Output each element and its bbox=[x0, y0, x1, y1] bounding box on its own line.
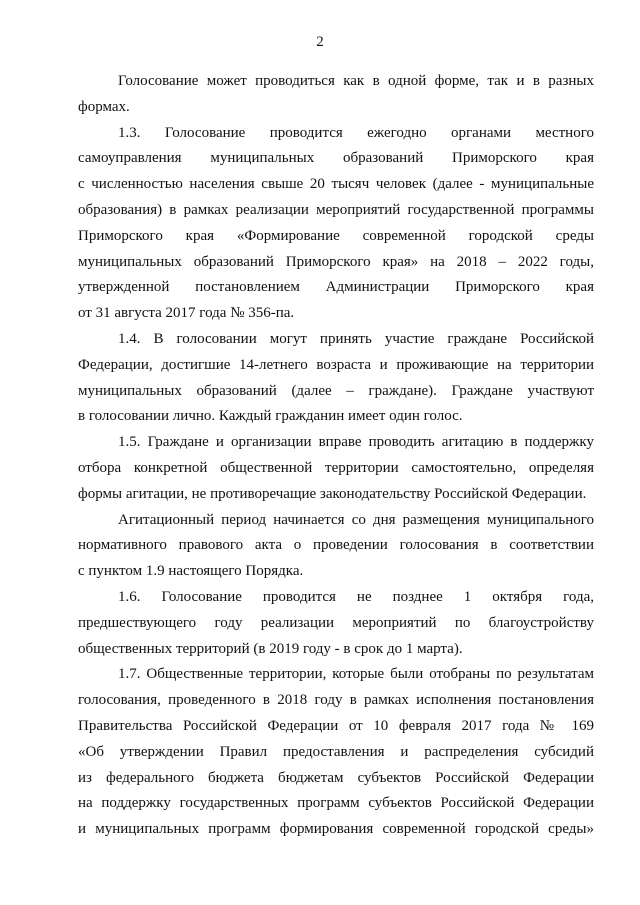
text-line: общественных территорий (в 2019 году - в срок до 1 марта). bbox=[78, 640, 463, 657]
paragraph bbox=[78, 585, 594, 662]
text-line: утвержденной постановлением Администрации Приморского края bbox=[78, 279, 594, 296]
text-line: нормативного правового акта о проведении голосования в соответствии bbox=[78, 537, 594, 554]
text-line: образования) в рамках реализации мероприятий государственной программы bbox=[78, 201, 594, 218]
paragraph bbox=[78, 69, 594, 121]
text-line: с численностью населения свыше 20 тысяч человек (далее - муниципальные bbox=[78, 176, 594, 193]
text-line: отбора конкретной общественной территории самостоятельно, определяя bbox=[78, 459, 594, 476]
text-line: формы агитации, не противоречащие законодательству Российской Федерации. bbox=[78, 485, 587, 502]
text-line: в голосовании лично. Каждый гражданин имеет один голос. bbox=[78, 408, 463, 425]
text-line: предшествующего году реализации мероприятий по благоустройству bbox=[78, 614, 594, 631]
text-line: 1.3. Голосование проводится ежегодно органами местного bbox=[118, 124, 594, 141]
text-line: формах. bbox=[78, 98, 130, 115]
text-line: 1.4. В голосовании могут принять участие граждане Российской bbox=[118, 330, 594, 347]
document-body bbox=[78, 69, 594, 843]
text-line: голосования, проведенного в 2018 году в рамках исполнения постановления bbox=[78, 692, 594, 709]
text-line: 1.6. Голосование проводится не позднее 1 октября года, bbox=[118, 588, 594, 605]
text-line: самоуправления муниципальных образований Приморского края bbox=[78, 150, 594, 167]
text-line: Федерации, достигшие 14-летнего возраста и проживающие на территории bbox=[78, 356, 594, 373]
text-line: муниципальных образований Приморского края» на 2018 – 2022 годы, bbox=[78, 253, 594, 270]
text-line: 1.7. Общественные территории, которые были отобраны по результатам bbox=[118, 666, 594, 683]
paragraph bbox=[78, 430, 594, 507]
paragraph bbox=[78, 121, 594, 327]
text-line: «Об утверждении Правил предоставления и распределения субсидий bbox=[78, 743, 594, 760]
paragraph bbox=[78, 327, 594, 430]
page-number: 2 bbox=[316, 34, 324, 50]
text-line: на поддержку государственных программ субъектов Российской Федерации bbox=[78, 795, 594, 812]
text-line: муниципальных образований (далее – граждане). Граждане участвуют bbox=[78, 382, 594, 399]
paragraph bbox=[78, 508, 594, 585]
text-line: Приморского края «Формирование современной городской среды bbox=[78, 227, 594, 244]
paragraph bbox=[78, 662, 594, 843]
text-line: Голосование может проводиться как в одной форме, так и в разных bbox=[118, 73, 594, 89]
text-line: 1.5. Граждане и организации вправе проводить агитацию в поддержку bbox=[118, 434, 594, 451]
text-line: с пунктом 1.9 настоящего Порядка. bbox=[78, 563, 304, 580]
text-line: из федерального бюджета бюджетам субъектов Российской Федерации bbox=[78, 769, 594, 786]
text-line: Правительства Российской Федерации от 10 февраля 2017 года № 169 bbox=[78, 717, 594, 734]
text-line: от 31 августа 2017 года № 356-па. bbox=[78, 305, 295, 322]
text-line: и муниципальных программ формирования современной городской среды» bbox=[78, 821, 594, 838]
text-line: Агитационный период начинается со дня размещения муниципального bbox=[118, 511, 594, 528]
